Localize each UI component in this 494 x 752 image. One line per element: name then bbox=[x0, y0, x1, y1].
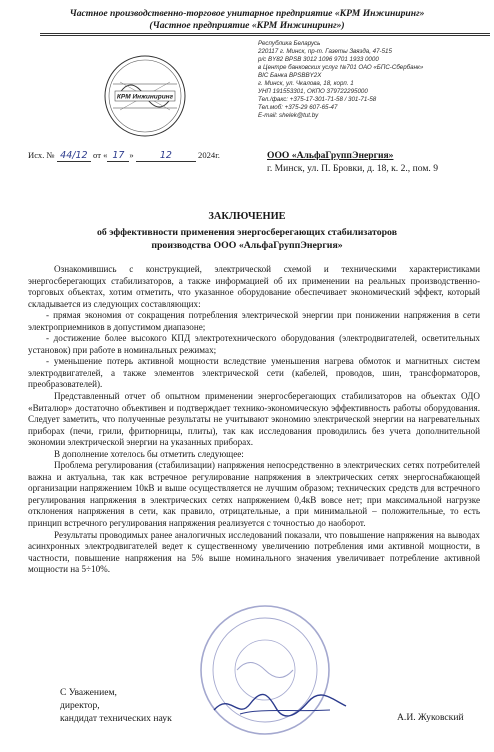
outgoing-number: 44/12 bbox=[57, 150, 91, 162]
outgoing-month: 12 bbox=[136, 150, 196, 162]
header-divider-double bbox=[40, 35, 490, 36]
document-title: ЗАКЛЮЧЕНИЕ bbox=[208, 211, 286, 222]
signature-greeting: С Уважением, bbox=[60, 687, 117, 698]
requisite-email: E-mail: shelek@tut.by bbox=[258, 112, 319, 120]
requisite-line: р/с BY82 BPSB 3012 1096 9701 1933 0000 bbox=[258, 56, 379, 64]
addressee-org: ООО «АльфаГруппЭнергия» bbox=[267, 150, 394, 161]
paragraph-intro: Ознакомившись с конструкцией, электрической схемой и техническими характеристиками энергосберегающих стабилизаторов, а также информацией об их применении на реальных производственно-торговых объектах, хотим отметить, что указанное оборудование обеспечивает экономический эффект, который складывается из следующих составляющих: bbox=[28, 264, 480, 309]
document-subtitle-line1: об эффективности применения энергосберегающих стабилизаторов bbox=[97, 227, 397, 238]
requisite-line: в Центре банковских услуг №701 ОАО «БПС-Сбербанк» bbox=[258, 64, 424, 72]
company-short-name: (Частное предприятие «КРМ Инжиниринг») bbox=[149, 20, 345, 31]
paragraph-report: Представленный отчет об опытном применении энергосберегающих стабилизаторов на объектах ОДО «Виталюр» достаточно объективен и подтверждает технико-экономическую эффективность работы оборудования. Следует заметить, что полученные результаты не учитывают экономию электрической энергии на нагревательных приборах (печи, грили, фритюрницы, плиты), так как исследования проводились без учета дополнительной экономии электрической энергии на указанных приборах. bbox=[28, 391, 480, 448]
outgoing-number-line bbox=[28, 150, 220, 162]
signature-block bbox=[60, 686, 172, 726]
signatory-name: А.И. Жуковский bbox=[397, 712, 464, 723]
requisite-line: 220117 г. Минск, пр-т. Газеты Звязда, 47-515 bbox=[258, 48, 392, 56]
handwritten-signature-icon bbox=[210, 690, 350, 722]
requisite-line: г. Минск, ул. Чкалова, 18, корп. 1 bbox=[258, 80, 354, 88]
paragraph-addition: В дополнение хотелось бы отметить следующее: bbox=[54, 448, 244, 459]
requisite-line: Тел.моб: +375-29 607-65-47 bbox=[258, 104, 338, 112]
paragraph-problem: Проблема регулирования (стабилизации) напряжения непосредственно в электрических сетях потребителей важна и актуальна, так как встречное регулирование напряжения в электрических сетях энергоснабжающей организации напряжением 10кВ и выше осуществляется не лучшим образом; технических средств для встречного регулирования напряжения в электрических сетях напряжением 0,4кВ вовсе нет; при максимальной нагрузке отклонения напряжения в сети, как правило, отрицательные, а при минимальной – положительные, то есть принцип встречного регулирования напряжения реализуется с точностью до наоборот. bbox=[28, 460, 480, 529]
list-item: - уменьшение потерь активной мощности вследствие уменьшения нагрева обмоток и магнитных систем электродвигателей, а также элементов электрической сети (кабелей, проводов, шин, трансформаторов, преобразователей). bbox=[28, 356, 480, 390]
list-item: - прямая экономия от сокращения потребления электрической энергии при понижении напряжения в сети электроприемников в допустимом диапазоне; bbox=[28, 310, 480, 332]
signature-position: директор, bbox=[60, 700, 100, 712]
signature-degree: кандидат технических наук bbox=[60, 713, 172, 725]
addressee-address: г. Минск, ул. П. Бровки, д. 18, к. 2., пом. 9 bbox=[267, 162, 439, 174]
outgoing-year: 2024г. bbox=[198, 150, 220, 160]
company-name-header: Частное производственно-торговое унитарное предприятие «КРМ Инжиниринг» bbox=[69, 8, 425, 19]
list-item: - достижение более высокого КПД электротехнического оборудования (электродвигателей, осветительных установок) при работе в номинальных режимах; bbox=[28, 333, 480, 355]
outgoing-from: от « bbox=[93, 150, 108, 160]
header-divider bbox=[40, 33, 490, 34]
outgoing-close: » bbox=[129, 150, 134, 160]
requisite-line: УНП 191553301, ОКПО 379722295000 bbox=[258, 88, 368, 96]
requisite-line: BIC Банка BPSBBY2X bbox=[258, 72, 322, 80]
requisite-line: Тел./факс: +375-17-301-71-58 / 301-71-58 bbox=[258, 96, 377, 104]
company-logo-icon bbox=[100, 52, 190, 140]
company-requisites bbox=[258, 40, 494, 120]
outgoing-prefix: Исх. № bbox=[28, 150, 55, 160]
paragraph-results: Результаты проводимых ранее аналогичных исследований показали, что повышение напряжения на выводах асинхронных электродвигателей ведет к существенному увеличению потребления ими активной мощности, в частности, повышение напряжения на 5% выше номинального значения увеличивает потребление активной мощности на 5÷10%. bbox=[28, 529, 480, 575]
document-body bbox=[28, 264, 480, 576]
requisite-line: Республика Беларусь bbox=[258, 40, 321, 47]
logo-text: КРМ Инжиниринг bbox=[116, 93, 174, 101]
addressee-block bbox=[267, 150, 438, 175]
document-subtitle-line2: производства ООО «АльфаГруппЭнергия» bbox=[151, 240, 343, 251]
outgoing-day: 17 bbox=[107, 150, 129, 162]
